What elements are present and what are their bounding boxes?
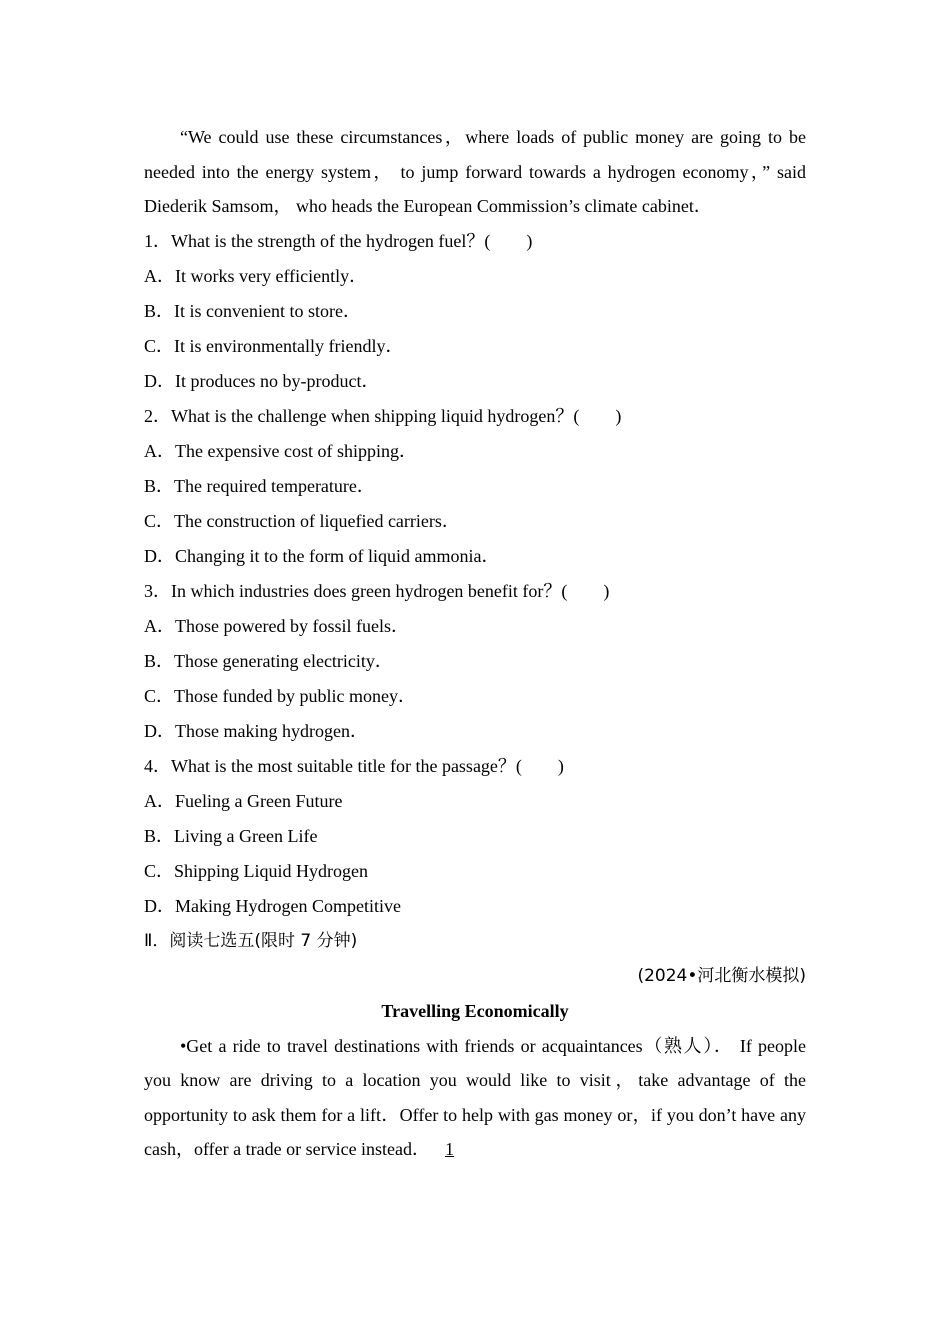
question-stem: 2．What is the challenge when shipping liquid hydrogen？( ) xyxy=(144,405,622,426)
option-b: B．Those generating electricity． xyxy=(144,650,393,671)
option-c: C．The construction of liquefied carriers． xyxy=(144,510,460,531)
passage-text: •Get a ride to travel destinations with friends or acquaintances（熟人）． If people you know are driving to a location you would like to visit，take advantage of the opportunity to ask them for a lift．Offer to help with gas money or，if you don’t have any cash，offer a trade or service instead． xyxy=(144,1035,806,1159)
option-d: D．Those making hydrogen． xyxy=(144,720,368,741)
section-heading: Ⅱ．阅读七选五(限时 7 分钟) xyxy=(144,930,358,951)
option-b: B．The required temperature． xyxy=(144,475,375,496)
question-stem: 4．What is the most suitable title for the passage？( ) xyxy=(144,755,564,776)
question-stem: 3．In which industries does green hydrogen benefit for？( ) xyxy=(144,580,610,601)
option-a: A．Those powered by fossil fuels． xyxy=(144,615,409,636)
page-content xyxy=(144,120,806,1167)
question-1 xyxy=(144,224,806,399)
question-4 xyxy=(144,749,806,924)
option-c: C．It is environmentally friendly． xyxy=(144,335,404,356)
option-d: D．It produces no by-product． xyxy=(144,370,380,391)
option-d: D．Making Hydrogen Competitive xyxy=(144,895,401,916)
question-2 xyxy=(144,399,806,574)
source-note: (2024•河北衡水模拟) xyxy=(637,965,806,986)
question-3 xyxy=(144,574,806,749)
option-c: C．Shipping Liquid Hydrogen xyxy=(144,860,368,881)
question-stem: 1．What is the strength of the hydrogen fuel？( ) xyxy=(144,230,533,251)
option-a: A．It works very efficiently． xyxy=(144,265,368,286)
option-b: B．It is convenient to store． xyxy=(144,300,361,321)
option-b: B．Living a Green Life xyxy=(144,825,318,846)
option-d: D．Changing it to the form of liquid ammonia． xyxy=(144,545,500,566)
option-a: A．The expensive cost of shipping． xyxy=(144,440,417,461)
passage-title: Travelling Economically xyxy=(381,1000,569,1021)
option-a: A．Fueling a Green Future xyxy=(144,790,343,811)
option-c: C．Those funded by public money． xyxy=(144,685,416,706)
passage-paragraph xyxy=(144,1029,806,1167)
intro-paragraph: “We could use these circumstances，where loads of public money are going to be needed into the energy system， to jump forward towards a hydrogen economy，” said Diederik Samsom， who heads the European Commission’s climate cabinet． xyxy=(144,127,806,216)
answer-blank: 1 xyxy=(445,1139,455,1159)
